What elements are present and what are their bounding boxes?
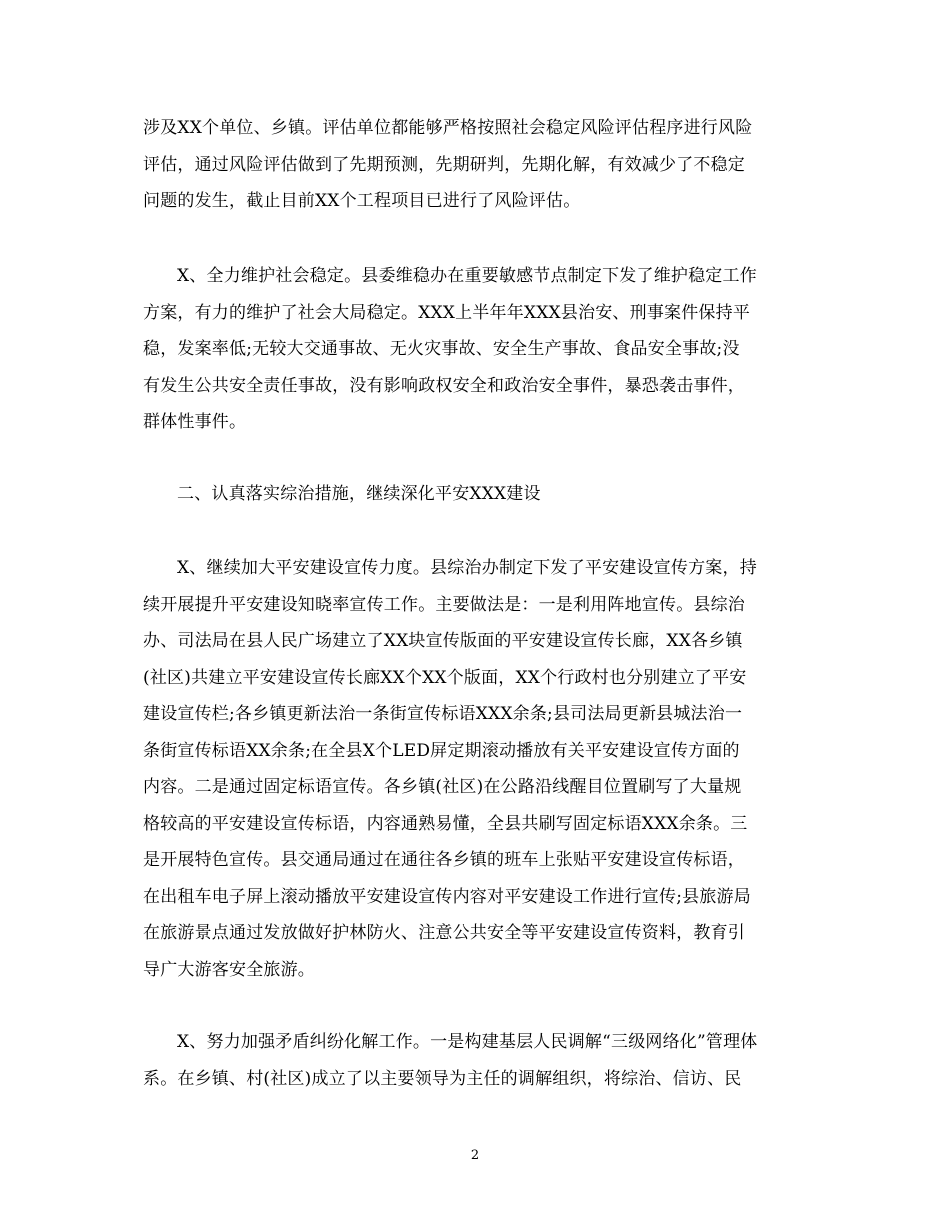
- section-heading: [143, 476, 807, 513]
- text-line: X、继续加大平安建设宣传力度。县综治办制定下发了平安建设宣传方案，持: [177, 558, 757, 578]
- text-line: 稳，发案率低;无较大交通事故、无火灾事故、安全生产事故、食品安全事故;没: [143, 339, 740, 359]
- text-line: 续开展提升平安建设知晓率宣传工作。主要做法是：一是利用阵地宣传。县综治: [143, 594, 745, 615]
- text-line: 在出租车电子屏上滚动播放平安建设宣传内容对平安建设工作进行宣传;县旅游局: [143, 886, 751, 907]
- text-line: 评估，通过风险评估做到了先期预测，先期研判，先期化解，有效减少了不稳定: [143, 154, 745, 175]
- text-line: 在旅游景点通过发放做好护林防火、注意公共安全等平安建设宣传资料，教育引: [143, 923, 745, 943]
- page-number: 2: [470, 1148, 480, 1163]
- text-line: 系。在乡镇、村(社区)成立了以主要领导为主任的调解组织，将综治、信访、民: [143, 1068, 742, 1089]
- text-line: 内容。二是通过固定标语宣传。各乡镇(社区)在公路沿线醒目位置刷写了大量规: [143, 777, 742, 797]
- text-line: 方案，有力的维护了社会大局稳定。XXX上半年年XXX县治安、刑事案件保持平: [143, 302, 751, 323]
- text-line: 问题的发生，截止目前XX个工程项目已进行了风险评估。: [143, 191, 581, 211]
- paragraph-risk-assessment: [143, 110, 807, 220]
- text-line: 有发生公共安全责任事故，没有影响政权安全和政治安全事件，暴恐袭击事件，: [143, 375, 745, 396]
- text-line: 格较高的平安建设宣传标语，内容通熟易懂，全县共刷写固定标语XXX余条。三: [143, 813, 748, 834]
- text-line: 建设宣传栏;各乡镇更新法治一条街宣传标语XXX余条;县司法局更新县城法治一: [143, 704, 743, 724]
- text-line: X、努力加强矛盾纠纷化解工作。一是构建基层人民调解“三级网络化”管理体: [177, 1032, 758, 1052]
- heading-text: 二、认真落实综治措施，继续深化平安XXX建设: [177, 484, 541, 504]
- text-line: 群体性事件。: [143, 412, 247, 432]
- paragraph-publicity: [143, 550, 807, 988]
- text-line: 条街宣传标语XX余条;在全县X个LED屏定期滚动播放有关平安建设宣传方面的: [143, 740, 740, 761]
- text-line: 是开展特色宣传。县交通局通过在通往各乡镇的班车上张贴平安建设宣传标语，: [143, 850, 745, 870]
- paragraph-dispute-resolution: [143, 1024, 807, 1097]
- text-line: (社区)共建立平安建设宣传长廊XX个XX个版面，XX个行政村也分别建立了平安: [143, 667, 747, 688]
- text-line: X、全力维护社会稳定。县委维稳办在重要敏感节点制定下发了维护稳定工作: [177, 266, 757, 286]
- text-line: 办、司法局在县人民广场建立了XX块宣传版面的平安建设宣传长廊，XX各乡镇: [143, 631, 743, 651]
- paragraph-social-stability: [143, 258, 807, 441]
- text-line: 涉及XX个单位、乡镇。评估单位都能够严格按照社会稳定风险评估程序进行风险: [143, 118, 753, 138]
- text-line: 导广大游客安全旅游。: [143, 959, 315, 980]
